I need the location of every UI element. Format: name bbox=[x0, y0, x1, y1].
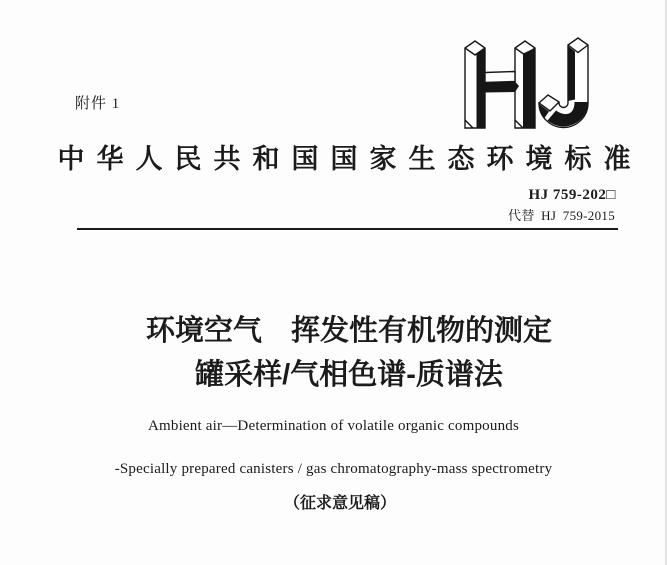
attachment-label: 附件 1 bbox=[75, 96, 121, 112]
draft-note: （征求意见稿） bbox=[283, 495, 396, 512]
title-cn-line1: 环境空气 挥发性有机物的测定 bbox=[145, 315, 552, 347]
title-en-line2: -Specially prepared canisters / gas chromatography-mass spectrometry bbox=[114, 461, 553, 477]
title-cn-line2: 罐采样/气相色谱-质谱法 bbox=[195, 359, 503, 391]
title-en-line1: Ambient air—Determination of volatile organic compounds bbox=[147, 418, 520, 434]
standard-heading: 中华人民共和国国家生态环境标准 bbox=[57, 144, 643, 174]
standard-number: HJ 759-202□ bbox=[528, 187, 616, 203]
replaces-note: 代替 HJ 759-2015 bbox=[508, 208, 615, 223]
header-rule bbox=[77, 228, 618, 230]
hj-logo-icon bbox=[455, 31, 600, 141]
